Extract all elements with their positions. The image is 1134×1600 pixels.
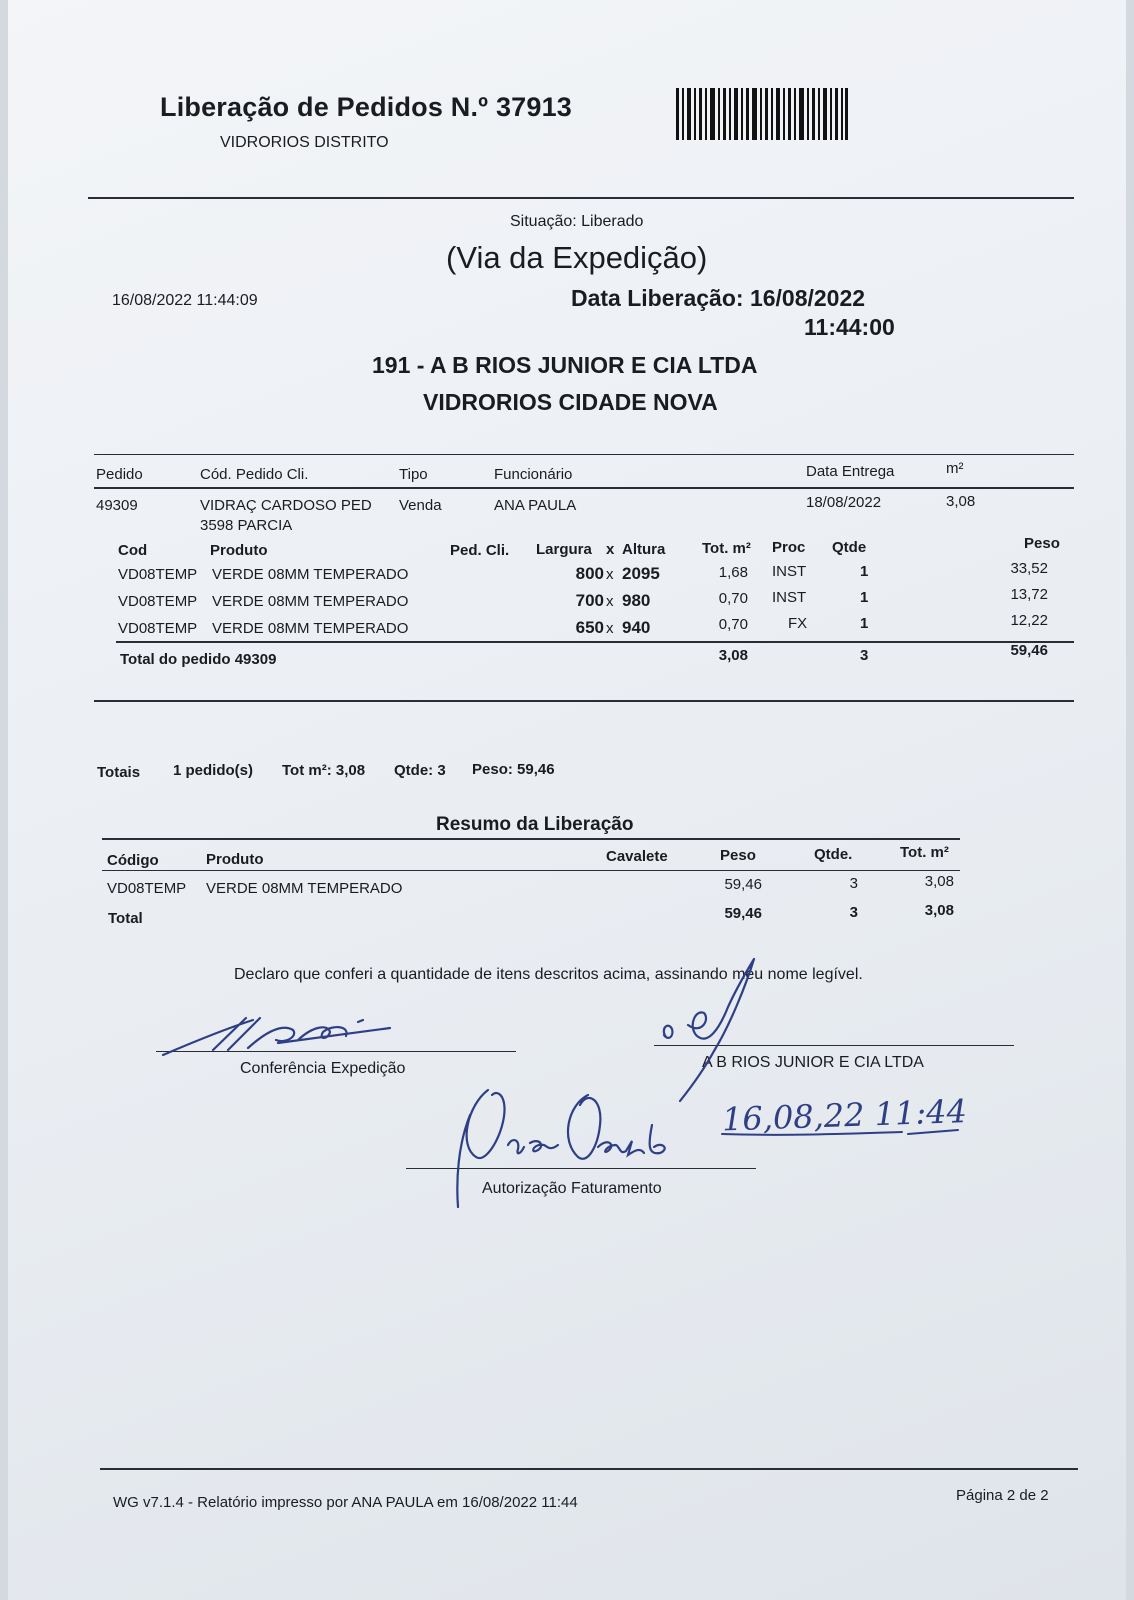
item-header-altura: Altura (622, 541, 666, 558)
divider (116, 641, 1074, 643)
status-label: Situação: Liberado (510, 213, 644, 230)
client-order-code-cont: 3598 PARCIA (200, 517, 293, 534)
item-header-qtde: Qtde (832, 539, 867, 556)
item-x: x (606, 620, 614, 637)
footer-divider (100, 1468, 1078, 1470)
svg-text:16,08,22 11:44: 16,08,22 11:44 (721, 1092, 968, 1139)
item-altura: 940 (622, 618, 651, 637)
barcode (676, 88, 848, 140)
client-order-code: VIDRAÇ CARDOSO PED (200, 497, 372, 514)
item-largura: 650 (575, 618, 604, 637)
summary-header-codigo: Código (107, 852, 159, 869)
order-total-qtde: 3 (860, 647, 869, 664)
summary-title: Resumo da Liberação (436, 814, 634, 835)
summary-header-peso: Peso (720, 847, 756, 864)
item-produto: VERDE 08MM TEMPERADO (212, 566, 409, 583)
item-altura: 2095 (622, 564, 660, 583)
signature-client (658, 955, 768, 1105)
divider (94, 700, 1074, 702)
totals-label: Totais (97, 764, 141, 781)
item-qtde: 1 (860, 589, 869, 606)
declaration-text: Declaro que conferi a quantidade de itens descritos acima, assinando meu nome legível. (234, 966, 863, 983)
summary-codigo: VD08TEMP (107, 880, 187, 897)
item-proc: FX (788, 615, 808, 632)
client-name: 191 - A B RIOS JUNIOR E CIA LTDA (372, 352, 758, 378)
item-header-cod: Cod (118, 542, 148, 559)
item-largura: 800 (575, 564, 604, 583)
totals-qtde: Qtde: 3 (394, 762, 446, 779)
summary-header-cavalete: Cavalete (606, 848, 668, 865)
item-header-produto: Produto (210, 542, 268, 559)
item-header-proc: Proc (772, 539, 806, 556)
item-header-x: x (606, 541, 615, 558)
print-datetime: 16/08/2022 11:44:09 (112, 292, 258, 309)
summary-header-qtde: Qtde. (814, 846, 853, 863)
signature-label-autorizacao: Autorização Faturamento (482, 1180, 662, 1197)
item-qtde: 1 (860, 563, 869, 580)
order-number: 49309 (96, 497, 138, 514)
order-total-label: Total do pedido 49309 (120, 651, 277, 668)
totals-orders: 1 pedido(s) (173, 762, 254, 779)
item-produto: VERDE 08MM TEMPERADO (212, 620, 409, 637)
item-x: x (606, 566, 614, 583)
handwritten-date (722, 1090, 992, 1140)
col-header-tipo: Tipo (399, 466, 428, 483)
signature-label-client: A B RIOS JUNIOR E CIA LTDA (702, 1054, 924, 1071)
totals-m2: Tot m²: 3,08 (282, 762, 366, 779)
delivery-date: 18/08/2022 (806, 494, 882, 511)
summary-total-qtde: 3 (849, 904, 858, 921)
document-page (8, 0, 1126, 1600)
client-branch: VIDRORIOS CIDADE NOVA (423, 389, 718, 415)
issuer-company: VIDRORIOS DISTRITO (220, 134, 389, 151)
summary-tot-m2: 3,08 (924, 873, 954, 890)
divider (94, 487, 1074, 489)
item-altura: 980 (622, 591, 651, 610)
order-total-peso: 59,46 (1010, 642, 1048, 659)
order-type: Venda (399, 497, 442, 514)
item-header-peso: Peso (1024, 535, 1060, 552)
footer-print-info: WG v7.1.4 - Relatório impresso por ANA PAULA em 16/08/2022 11:44 (113, 1494, 578, 1511)
item-qtde: 1 (860, 615, 869, 632)
summary-header-produto: Produto (206, 851, 264, 868)
item-peso: 33,52 (1010, 560, 1048, 577)
copy-type: (Via da Expedição) (446, 240, 708, 275)
divider (88, 197, 1074, 199)
summary-peso: 59,46 (724, 876, 762, 893)
col-header-data-entrega: Data Entrega (806, 463, 895, 480)
divider (102, 838, 960, 840)
employee: ANA PAULA (494, 497, 577, 514)
item-tot-m2: 0,70 (718, 590, 748, 607)
divider (102, 870, 960, 871)
item-largura: 700 (575, 591, 604, 610)
item-tot-m2: 0,70 (718, 616, 748, 633)
item-x: x (606, 593, 614, 610)
totals-peso: Peso: 59,46 (472, 761, 555, 778)
item-tot-m2: 1,68 (718, 564, 748, 581)
item-header-tot-m2: Tot. m² (702, 540, 751, 557)
item-header-largura: Largura (536, 541, 592, 558)
summary-total-peso: 59,46 (724, 905, 762, 922)
summary-produto: VERDE 08MM TEMPERADO (206, 880, 403, 897)
page-number: Página 2 de 2 (956, 1487, 1049, 1504)
col-header-funcionario: Funcionário (494, 466, 573, 483)
item-cod: VD08TEMP (118, 566, 198, 583)
signature-label-conferencia: Conferência Expedição (240, 1060, 406, 1077)
col-header-cod-pedido-cli: Cód. Pedido Cli. (200, 466, 309, 483)
item-peso: 13,72 (1010, 586, 1048, 603)
summary-total-label: Total (108, 910, 143, 927)
item-proc: INST (772, 563, 807, 580)
signature-autorizacao (448, 1085, 678, 1210)
item-produto: VERDE 08MM TEMPERADO (212, 593, 409, 610)
summary-qtde: 3 (849, 875, 858, 892)
item-peso: 12,22 (1010, 612, 1048, 629)
summary-total-tot-m2: 3,08 (924, 902, 954, 919)
col-header-m2: m² (946, 460, 964, 477)
item-header-ped-cli: Ped. Cli. (450, 542, 510, 559)
summary-header-tot-m2: Tot. m² (900, 844, 949, 861)
release-date: Data Liberação: 16/08/2022 (571, 285, 866, 311)
item-proc: INST (772, 589, 807, 606)
order-total-m2: 3,08 (718, 647, 748, 664)
item-cod: VD08TEMP (118, 620, 198, 637)
item-cod: VD08TEMP (118, 593, 198, 610)
divider (94, 454, 1074, 455)
document-title: Liberação de Pedidos N.º 37913 (160, 92, 573, 122)
signature-conferencia (158, 1010, 398, 1060)
col-header-pedido: Pedido (96, 466, 143, 483)
order-m2: 3,08 (946, 493, 976, 510)
release-time: 11:44:00 (804, 314, 895, 340)
